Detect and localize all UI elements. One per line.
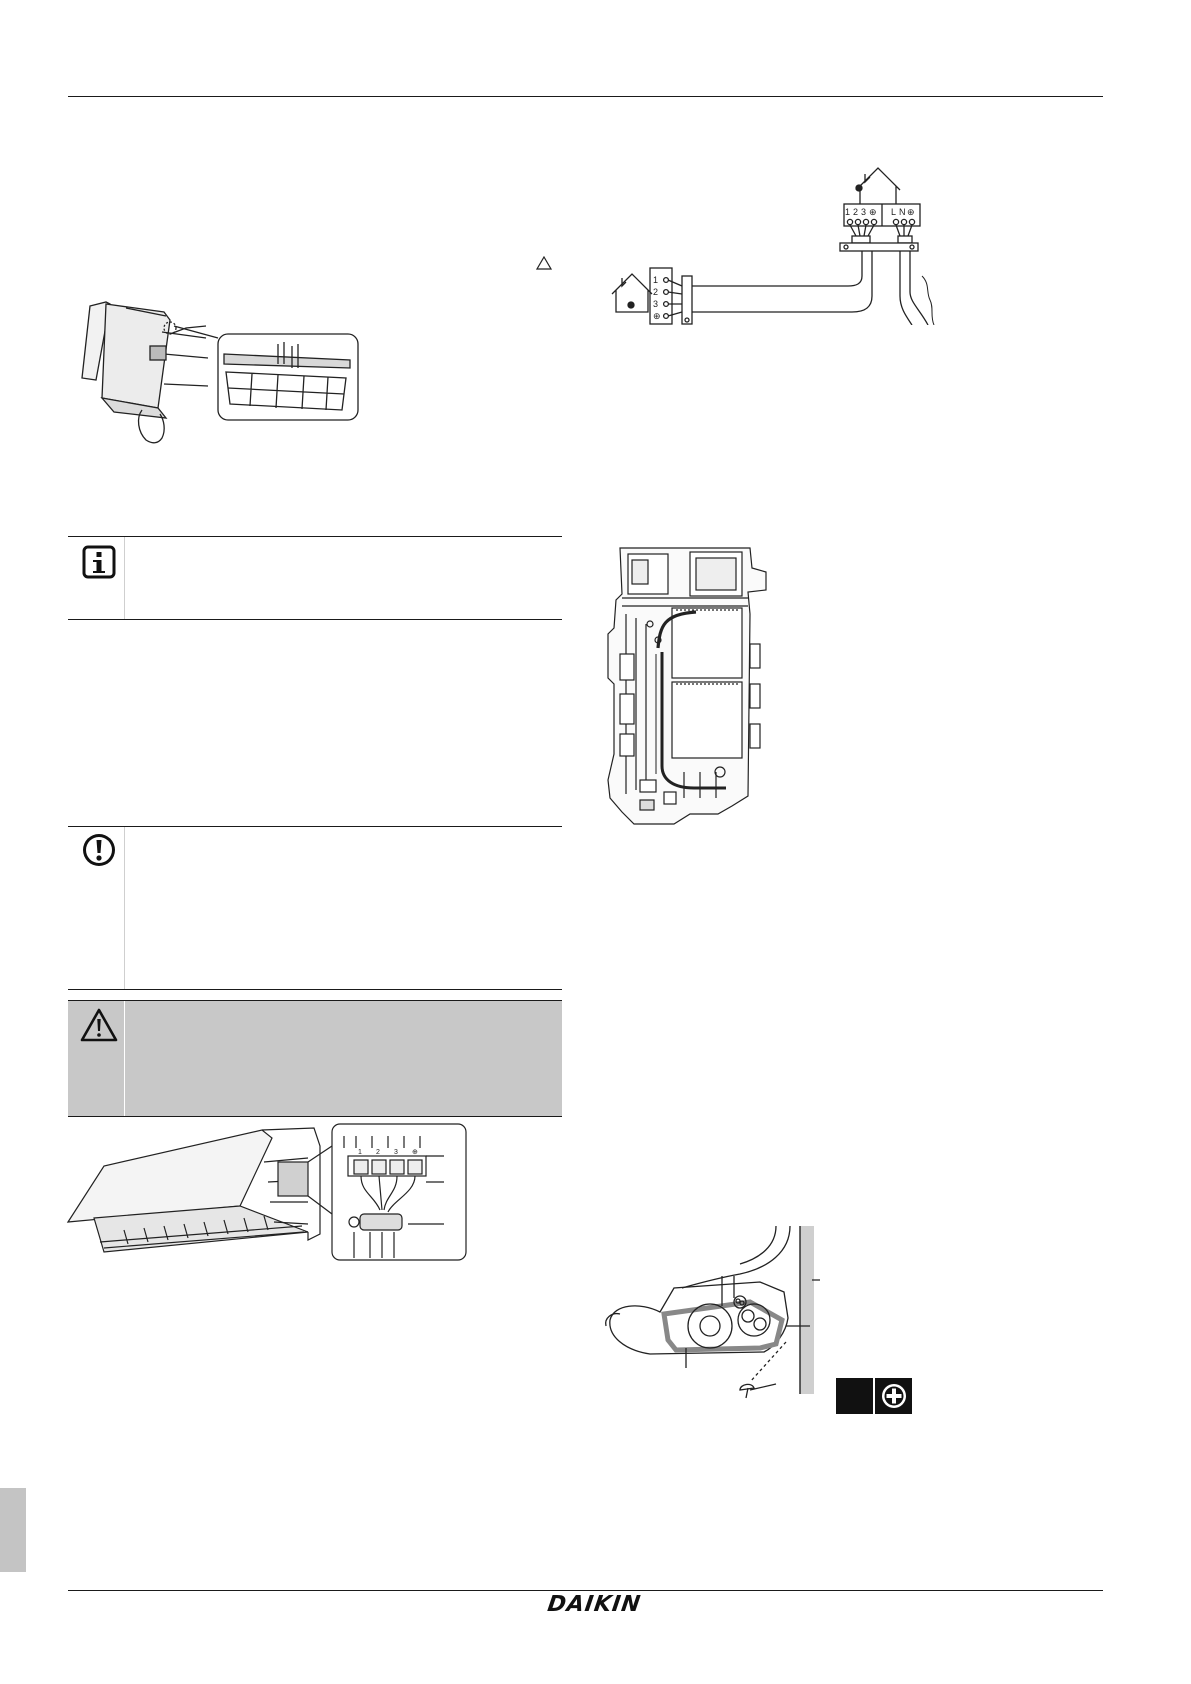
indoor-dot-icon — [628, 302, 634, 308]
warning-callout — [68, 1000, 562, 1116]
outdoor-terminal-label: N — [899, 207, 906, 217]
header-rule — [68, 96, 1103, 97]
info-callout — [68, 537, 562, 619]
outdoor-house-icon — [856, 168, 900, 206]
terminal-label: ⊕ — [412, 1149, 418, 1156]
indoor-terminal-label: ⊕ — [653, 311, 661, 321]
outdoor-terminal-label: 2 — [853, 207, 859, 217]
callout-rule-bottom-2 — [68, 989, 562, 990]
terminal-label: 3 — [394, 1149, 398, 1156]
triangle-marker-icon — [536, 256, 552, 270]
callout-divider — [124, 537, 125, 619]
terminal-label: 2 — [376, 1149, 380, 1156]
figure-control-box — [600, 544, 780, 826]
phillips-screw-icon — [881, 1383, 907, 1409]
outdoor-dot-icon — [856, 185, 862, 191]
warning-triangle-icon — [80, 1008, 118, 1042]
important-callout — [68, 827, 562, 989]
callout-rule-bottom-3 — [68, 1116, 562, 1117]
screwdriver-divider — [873, 1378, 875, 1414]
figure-unit-filter — [66, 298, 362, 450]
figure-indoor-unit-terminal — [64, 1122, 470, 1264]
callout-rule-bottom-1 — [68, 619, 562, 620]
indoor-terminal-label: 3 — [653, 299, 659, 309]
brand-logo: DAIKIN — [545, 1592, 643, 1617]
outdoor-terminal-label: 1 — [845, 207, 851, 217]
terminal-label: 1 — [358, 1149, 362, 1156]
outdoor-terminal-label: ⊕ — [907, 207, 915, 217]
callout-divider — [124, 1000, 125, 1116]
outdoor-terminal-label: ⊕ — [869, 207, 877, 217]
outdoor-terminal-label: 3 — [861, 207, 867, 217]
screwdriver-block — [836, 1378, 912, 1414]
figure-pipe-bundle — [600, 1222, 820, 1412]
outdoor-terminal-label: L — [891, 207, 897, 217]
section-tab — [0, 1488, 26, 1572]
info-icon — [82, 545, 116, 579]
callout-divider — [124, 827, 125, 989]
indoor-terminal-label: 2 — [653, 287, 659, 297]
indoor-terminal-label: 1 — [653, 275, 659, 285]
callout-rule-top-3 — [68, 1000, 562, 1001]
exclamation-icon — [82, 833, 116, 867]
figure-interconnection-wiring — [600, 160, 940, 325]
footer-rule — [68, 1590, 1103, 1591]
